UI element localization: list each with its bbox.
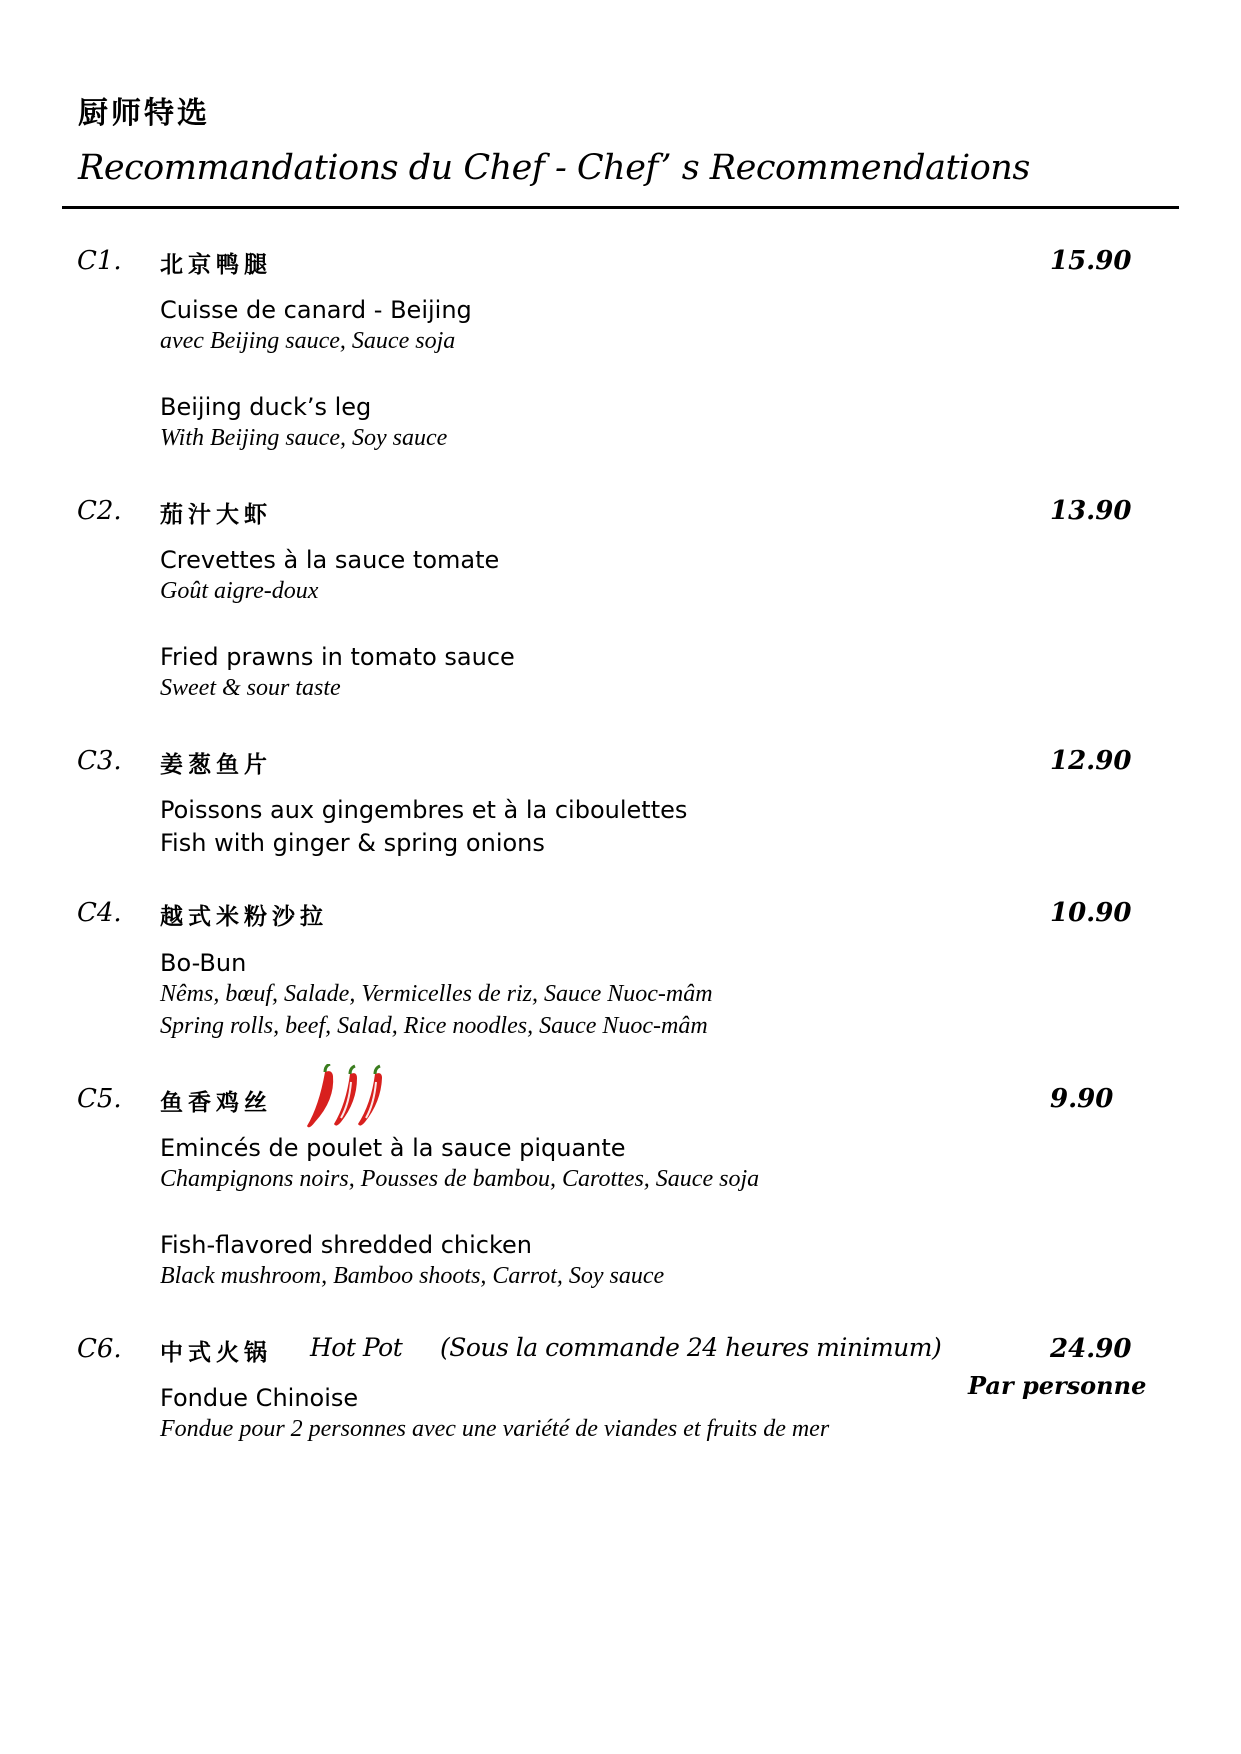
- item-name-english: Fish-flavored shredded chicken: [160, 1231, 532, 1259]
- price-unit: Par personne: [968, 1371, 1147, 1400]
- item-description-french: Champignons noirs, Pousses de bambou, Carottes, Sauce soja: [160, 1166, 760, 1192]
- chef-title-chinese: 厨师特选: [78, 96, 210, 131]
- item-name-chinese: 越式米粉沙拉: [160, 904, 328, 930]
- item-price: 10.90: [1050, 898, 1132, 928]
- item-name-hotpot: Hot Pot: [310, 1333, 403, 1362]
- item-description-french: avec Beijing sauce, Sauce soja: [160, 328, 456, 354]
- item-name-french: Emincés de poulet à la sauce piquante: [160, 1134, 626, 1162]
- item-name-french: Poissons aux gingembres et à la ciboulettes: [160, 796, 688, 824]
- chili-peppers-icon: [305, 1064, 397, 1136]
- item-price: 15.90: [1050, 246, 1132, 276]
- item-name-chinese: 茄汁大虾: [160, 502, 272, 528]
- item-description-english: Sweet & sour taste: [160, 675, 341, 701]
- item-code: C5.: [77, 1084, 122, 1114]
- title-divider: [62, 206, 1179, 209]
- order-note: (Sous la commande 24 heures minimum): [440, 1333, 942, 1362]
- item-description-french: Nêms, bœuf, Salade, Vermicelles de riz, Sauce Nuoc-mâm: [160, 981, 713, 1007]
- item-name-english: Fried prawns in tomato sauce: [160, 643, 515, 671]
- item-name-french: Crevettes à la sauce tomate: [160, 546, 500, 574]
- item-price: 12.90: [1050, 746, 1132, 776]
- item-price: 9.90: [1050, 1084, 1114, 1114]
- item-code: C6.: [77, 1334, 122, 1364]
- item-code: C2.: [77, 496, 122, 526]
- item-code: C1.: [77, 246, 122, 276]
- page-title: Recommandations du Chef - Chef’ s Recommendations: [78, 148, 1030, 188]
- item-description-english: With Beijing sauce, Soy sauce: [160, 425, 448, 451]
- item-name-chinese: 中式火锅: [160, 1340, 272, 1366]
- item-description-english: Spring rolls, beef, Salad, Rice noodles, Sauce Nuoc-mâm: [160, 1013, 708, 1039]
- item-name-english: Fish with ginger & spring onions: [160, 829, 545, 857]
- item-name-chinese: 鱼香鸡丝: [160, 1090, 272, 1116]
- item-name-chinese: 北京鸭腿: [160, 252, 272, 278]
- item-description-french: Goût aigre-doux: [160, 578, 319, 604]
- item-name-french: Fondue Chinoise: [160, 1384, 359, 1412]
- item-description-french: Fondue pour 2 personnes avec une variété de viandes et fruits de mer: [160, 1416, 830, 1442]
- item-name-chinese: 姜葱鱼片: [160, 752, 272, 778]
- item-name-english: Beijing duck’s leg: [160, 393, 372, 421]
- item-price: 13.90: [1050, 496, 1132, 526]
- item-name-french: Cuisse de canard - Beijing: [160, 296, 472, 324]
- item-code: C4.: [77, 898, 122, 928]
- item-description-english: Black mushroom, Bamboo shoots, Carrot, Soy sauce: [160, 1263, 665, 1289]
- item-code: C3.: [77, 746, 122, 776]
- item-price: 24.90: [1050, 1334, 1132, 1364]
- item-name: Bo-Bun: [160, 949, 247, 977]
